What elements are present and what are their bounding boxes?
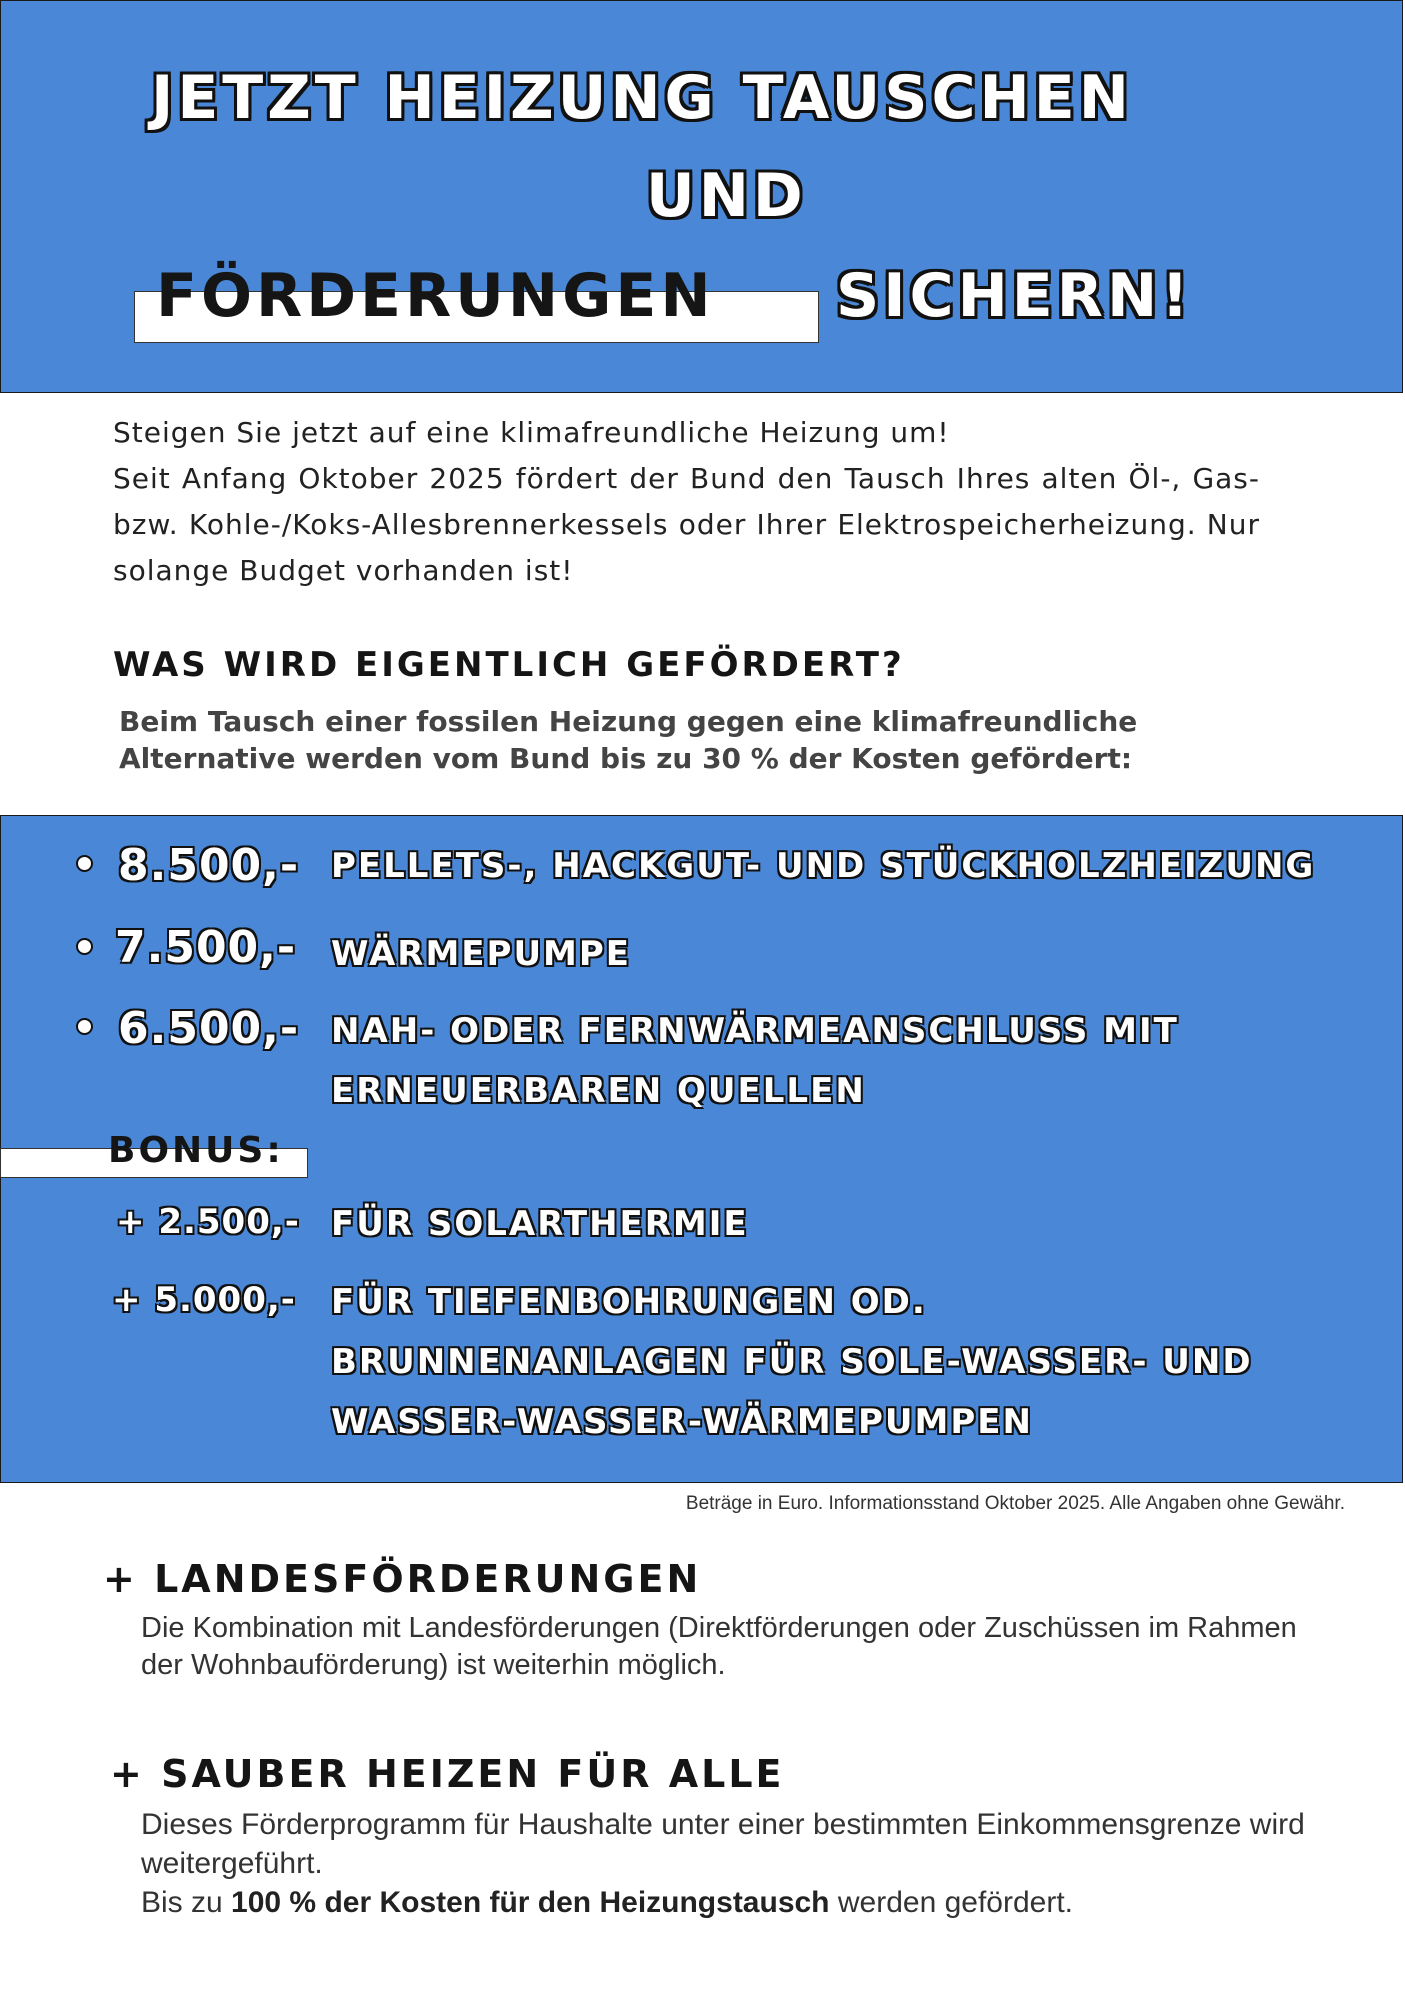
intro-paragraph: Seit Anfang Oktober 2025 fördert der Bund den Tausch Ihres alten Öl-, Gas- bzw. Kohle-/Koks-Allesbrennerkessels oder Ihrer Elektrospeicherheizung. Nur solange Budget vorhanden ist! [113,462,1260,587]
headline-highlight-word: FÖRDERUNGEN [156,261,715,331]
funding-label: NAH- ODER FERNWÄRMEANSCHLUSS MIT ERNEUERBAREN QUELLEN [331,1011,1179,1111]
bonus-label: BONUS: [108,1130,284,1171]
headline-line2: UND [646,161,807,231]
sauber-text-1: Dieses Förderprogramm für Haushalte unter einer bestimmten Einkommensgrenze wird weitergeführt. [141,1808,1305,1880]
funding-amount: 7.500,- [115,922,297,973]
funding-amount: 8.500,- [118,840,300,891]
disclaimer-note: Beträge in Euro. Informationsstand Oktober 2025. Alle Angaben ohne Gewähr. [685,1493,1345,1514]
sauber-text-2-pre: Bis zu [141,1886,223,1919]
funding-label: WÄRMEPUMPE [331,934,632,974]
sauber-heading: + SAUBER HEIZEN FÜR ALLE [110,1752,785,1796]
sauber-text-2-bold: 100 % der Kosten für den Heizungstausch [231,1886,830,1919]
sauber-text [141,1805,1331,1922]
header-banner [0,0,1403,393]
bonus-amount: + 5.000,- [112,1280,296,1320]
landes-text: Die Kombination mit Landesförderungen (Direktförderungen oder Zuschüssen im Rahmen der Wohnbauförderung) ist weiterhin möglich. [141,1612,1297,1681]
sauber-text-2-post: werden gefördert. [837,1886,1073,1919]
bonus-item-label: FÜR TIEFENBOHRUNGEN OD. BRUNNENANLAGEN FÜR SOLE-WASSER- UND WASSER-WASSER-WÄRMEPUMPEN [331,1282,1253,1442]
question-heading: WAS WIRD EIGENTLICH GEFÖRDERT? [113,645,905,685]
headline-line3: SICHERN! [836,261,1193,331]
headline-line1: JETZT HEIZUNG TAUSCHEN [151,63,1133,133]
bonus-item-label: FÜR SOLARTHERMIE [331,1204,749,1244]
bonus-amount: + 2.500,- [116,1202,300,1242]
landes-heading: + LANDESFÖRDERUNGEN [103,1557,702,1601]
intro-line1: Steigen Sie jetzt auf eine klimafreundliche Heizung um! [113,416,950,449]
question-text: Beim Tausch einer fossilen Heizung gegen eine klimafreundliche Alternative werden vom Bund bis zu 30 % der Kosten gefördert: [119,705,1138,775]
bullet-icon [76,938,93,955]
sauber-text-2 [141,1883,1331,1922]
funding-label: PELLETS-, HACKGUT- UND STÜCKHOLZHEIZUNG [331,846,1316,886]
bullet-icon [76,855,93,872]
bullet-icon [76,1018,93,1035]
intro-text [113,410,1260,594]
funding-amount: 6.500,- [118,1003,300,1054]
